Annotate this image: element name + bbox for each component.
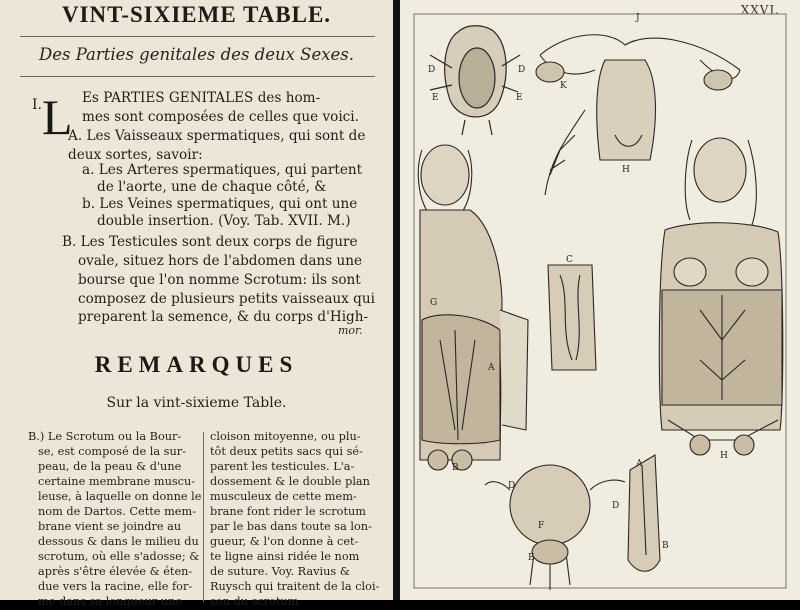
body-line: mes sont composées de celles que voici. bbox=[82, 109, 359, 125]
note-line: B.) Le Scrotum ou la Bour- bbox=[28, 430, 182, 443]
note-line: te ligne ainsi ridée le nom bbox=[210, 550, 360, 563]
figure-label: E bbox=[432, 93, 439, 103]
figure-label: E bbox=[528, 553, 535, 563]
note-line: musculeux de cette mem- bbox=[210, 490, 357, 503]
figure-label: H bbox=[622, 165, 630, 175]
page-subtitle: Des Parties genitales des deux Sexes. bbox=[38, 45, 355, 64]
note-line: scrotum, où elle s'adosse; & bbox=[38, 550, 200, 563]
figure-label: B bbox=[452, 463, 459, 473]
figure-label: D bbox=[612, 501, 620, 511]
figure-label: J bbox=[636, 13, 640, 23]
body-line: A. Les Vaisseaux spermatiques, qui sont de bbox=[68, 128, 366, 144]
book-gutter bbox=[393, 0, 400, 600]
note-line: cloison mitoyenne, ou plu- bbox=[210, 430, 361, 443]
page-title: VINT-SIXIEME TABLE. bbox=[61, 2, 332, 27]
note-line: de suture. Voy. Ravius & bbox=[210, 565, 350, 578]
body-line: double insertion. (Voy. Tab. XVII. M.) bbox=[97, 213, 351, 229]
title-rule-bottom bbox=[20, 76, 375, 77]
note-line: par le bas dans toute sa lon- bbox=[210, 520, 372, 533]
note-line: Ruysch qui traitent de la cloi- bbox=[210, 580, 380, 593]
note-line: due vers la racine, elle for- bbox=[38, 580, 193, 593]
figure-bottom-bladder bbox=[485, 465, 625, 590]
body-line: preparent la semence, & du corps d'High- bbox=[78, 309, 369, 325]
right-page-plate bbox=[400, 0, 800, 600]
figure-label: D bbox=[508, 481, 516, 491]
figure-top-left bbox=[430, 26, 520, 135]
note-line: se, est composé de la sur- bbox=[38, 445, 186, 458]
figure-female-torso bbox=[659, 138, 782, 455]
note-line: gueur, & l'on donne à cet- bbox=[210, 535, 359, 548]
figure-label: G bbox=[430, 298, 438, 308]
plate-number: XXVI. bbox=[740, 3, 780, 17]
note-line: parent les testicules. L'a- bbox=[210, 460, 355, 473]
body-line: b. Les Veines spermatiques, qui ont une bbox=[82, 196, 358, 212]
anatomical-plate-illustration bbox=[400, 0, 800, 600]
body-line: ovale, situez hors de l'abdomen dans une bbox=[78, 253, 363, 269]
drop-cap: L bbox=[42, 89, 73, 145]
note-line: tôt deux petits sacs qui sé- bbox=[210, 445, 363, 458]
note-line: brane font rider le scrotum bbox=[210, 505, 366, 518]
figure-bottom-penis bbox=[628, 455, 660, 571]
note-line: nom de Dartos. Cette mem- bbox=[38, 505, 197, 518]
note-line: me dans sa longueur une bbox=[38, 595, 183, 608]
body-line: mor. bbox=[338, 324, 363, 337]
figure-label: B bbox=[662, 541, 669, 551]
body-line: a. Les Arteres spermatiques, qui partent bbox=[82, 162, 363, 178]
body-line: deux sortes, savoir: bbox=[68, 147, 203, 163]
figure-label: H bbox=[720, 451, 728, 461]
left-page bbox=[0, 0, 393, 608]
note-line: dessous & dans le milieu du bbox=[38, 535, 199, 548]
remarques-heading: REMARQUES bbox=[94, 352, 299, 377]
figure-label: K bbox=[560, 81, 567, 91]
figure-label: A bbox=[636, 459, 643, 469]
figure-label: A bbox=[488, 363, 495, 373]
note-line: leuse, à laquelle on donne le bbox=[38, 490, 202, 503]
body-line: composez de plusieurs petits vaisseaux qui bbox=[78, 291, 375, 307]
figure-label: D bbox=[428, 65, 436, 75]
figure-label: D bbox=[518, 65, 526, 75]
note-line: peau, de la peau & d'une bbox=[38, 460, 182, 473]
note-line: certaine membrane muscu- bbox=[38, 475, 196, 488]
section-number: I. bbox=[32, 97, 42, 113]
note-line: après s'être élevée & éten- bbox=[38, 565, 193, 578]
note-line: brane vient se joindre au bbox=[38, 520, 182, 533]
title-rule-top bbox=[20, 36, 375, 37]
figure-label: C bbox=[566, 255, 573, 265]
body-line: de l'aorte, une de chaque côté, & bbox=[97, 179, 327, 195]
column-divider bbox=[203, 432, 204, 602]
figure-center-organ bbox=[548, 265, 596, 370]
note-line: dossement & le double plan bbox=[210, 475, 370, 488]
note-line: son du scrotum. bbox=[210, 595, 303, 608]
body-line: Es PARTIES GENITALES des hom- bbox=[82, 90, 321, 106]
remarques-subheading: Sur la vint-sixieme Table. bbox=[106, 395, 287, 411]
body-line: bourse que l'on nomme Scrotum: ils sont bbox=[78, 272, 361, 288]
figure-label: F bbox=[538, 521, 545, 531]
body-line: B. Les Testicules sont deux corps de figure bbox=[62, 234, 358, 250]
figure-label: E bbox=[516, 93, 523, 103]
